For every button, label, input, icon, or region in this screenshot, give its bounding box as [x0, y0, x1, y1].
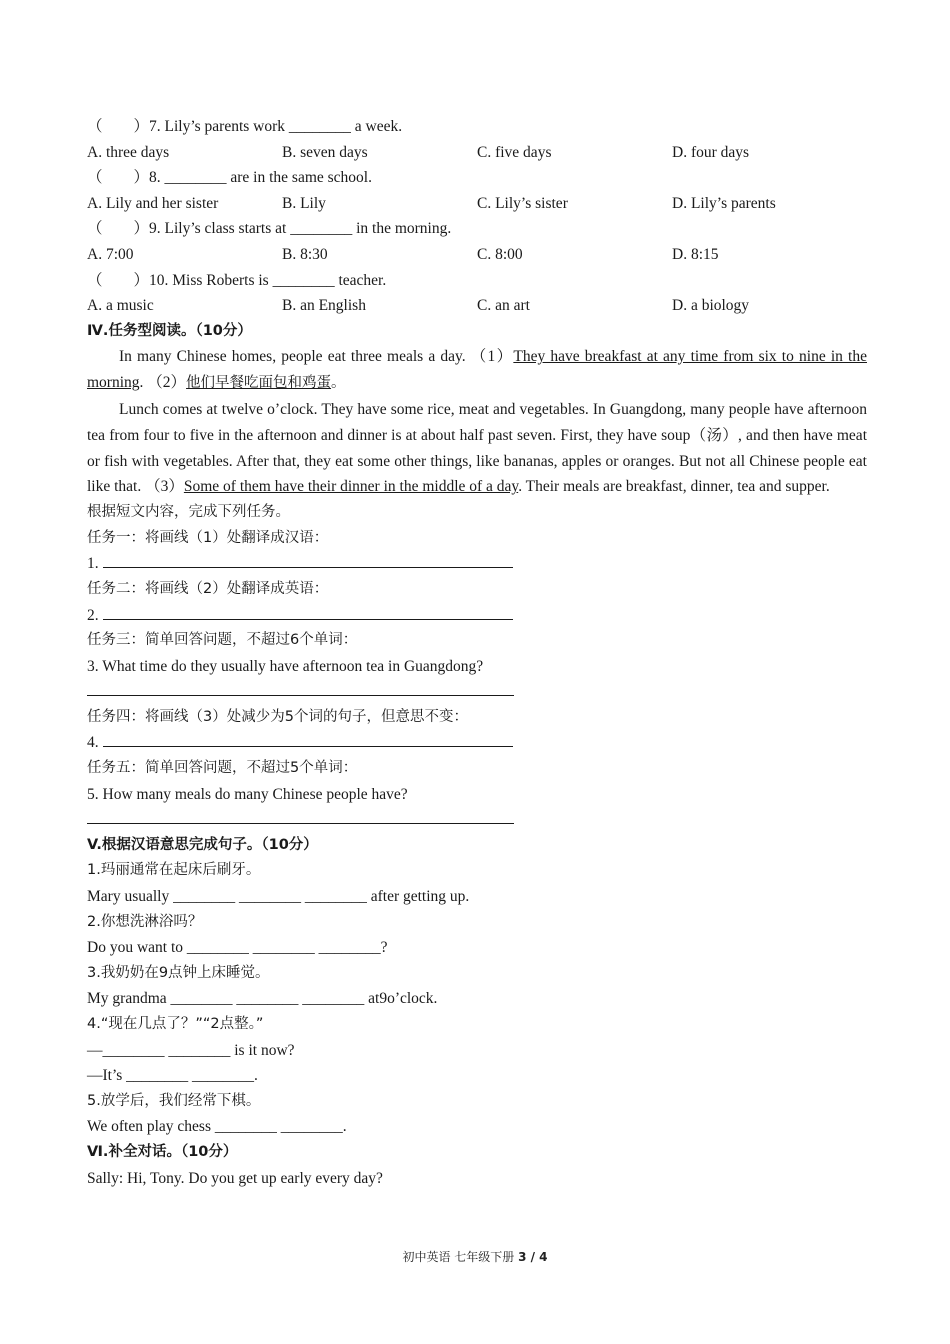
- option-a: A. a music: [87, 297, 154, 315]
- answer-2: [87, 603, 867, 629]
- question-stem: （ ）8. ________ are in the same school.: [87, 169, 372, 187]
- question-stem: （ ）10. Miss Roberts is ________ teacher.: [87, 271, 387, 289]
- underlined-sentence-2: 他们早餐吃面包和鸡蛋: [186, 375, 332, 392]
- question-options: [87, 140, 867, 166]
- section-6-heading: Ⅵ.补全对话。（10分）: [87, 1143, 238, 1160]
- answer-blank[interactable]: [103, 732, 513, 747]
- page-number: 3 / 4: [518, 1250, 548, 1264]
- question-options: [87, 293, 867, 319]
- question-stem: （ ）7. Lily’s parents work ________ a week.: [87, 118, 403, 135]
- text: In many Chinese homes, people eat three meals a day. （1）: [119, 348, 514, 366]
- task-3-label: 任务三：简单回答问题，不超过6个单词：: [87, 632, 358, 649]
- reading-paragraph-1: [87, 344, 867, 397]
- answer-4: [87, 730, 867, 756]
- task-1-label: 任务一：将画线（1）处翻译成汉语：: [87, 529, 329, 546]
- sentence-cn: 5.放学后，我们经常下棋。: [87, 1092, 261, 1109]
- underlined-sentence-1: They have breakfast at any time from six to nine in the morning: [87, 348, 867, 392]
- task-instruction: 根据短文内容，完成下列任务。: [87, 504, 290, 521]
- answer-blank[interactable]: [87, 681, 514, 696]
- answer-1: [87, 551, 867, 577]
- sentence-en: —________ ________ is it now?: [87, 1041, 295, 1059]
- option-a: A. 7:00: [87, 245, 134, 263]
- answer-blank[interactable]: [87, 809, 514, 824]
- question-3: 3. What time do they usually have afternoon tea in Guangdong?: [87, 657, 484, 675]
- sentence-cn: 4.“现在几点了？”“2点整。”: [87, 1016, 264, 1032]
- question-options: [87, 242, 867, 268]
- answer-number: 1.: [87, 555, 99, 573]
- answer-number: 4.: [87, 734, 99, 752]
- option-c: C. five days: [477, 143, 552, 161]
- option-a: A. three days: [87, 143, 170, 161]
- answer-number: 2.: [87, 606, 99, 624]
- answer-5: [87, 807, 867, 833]
- option-b: B. seven days: [282, 143, 368, 161]
- section-4-heading: Ⅳ.任务型阅读。（10分）: [87, 322, 252, 339]
- text: . （2）: [139, 374, 187, 392]
- option-d: D. four days: [672, 143, 750, 161]
- question-8: [87, 165, 867, 216]
- option-d: D. a biology: [672, 297, 750, 315]
- question-options: [87, 191, 867, 217]
- answer-3: [87, 679, 867, 705]
- sentence-cn: 2.你想洗淋浴吗？: [87, 913, 203, 930]
- question-10: [87, 268, 867, 319]
- question-stem: （ ）9. Lily’s class starts at ________ in the morning.: [87, 220, 452, 238]
- sentence-en: My grandma ________ ________ ________ at9o’clock.: [87, 990, 438, 1008]
- question-9: [87, 216, 867, 267]
- option-a: A. Lily and her sister: [87, 194, 219, 212]
- question-5: 5. How many meals do many Chinese people have?: [87, 785, 408, 803]
- option-d: D. Lily’s parents: [672, 194, 776, 212]
- option-b: B. 8:30: [282, 245, 328, 263]
- reading-paragraph-2: [87, 397, 867, 500]
- text: 。: [331, 375, 346, 392]
- option-c: C. Lily’s sister: [477, 194, 568, 212]
- option-c: C. 8:00: [477, 245, 523, 263]
- document-page: [87, 114, 867, 1191]
- option-b: B. Lily: [282, 194, 326, 212]
- dialogue-line: Sally: Hi, Tony. Do you get up early every day?: [87, 1169, 383, 1187]
- sentence-en: Mary usually ________ ________ ________ after getting up.: [87, 888, 470, 906]
- option-c: C. an art: [477, 297, 530, 315]
- option-d: D. 8:15: [672, 245, 719, 263]
- text: Lunch comes at twelve o’clock. They have some rice, meat and vegetables. In Guangdong, many people have afternoon tea from four to five in the afternoon and dinner is at about half past seven. First, they have soup（汤）, and then have meat or fish with vegetables. After that, they eat some other things, like bananas, apples or oranges. But not all Chinese people eat like that. （3）: [87, 400, 867, 496]
- sentence-en: —It’s ________ ________.: [87, 1067, 258, 1085]
- sentence-cn: 1.玛丽通常在起床后刷牙。: [87, 862, 261, 879]
- text: . Their meals are breakfast, dinner, tea and supper.: [518, 478, 830, 496]
- option-b: B. an English: [282, 297, 366, 315]
- sentence-cn: 3.我奶奶在9点钟上床睡觉。: [87, 964, 270, 981]
- sentence-en: Do you want to ________ ________ ________?: [87, 939, 388, 957]
- section-5-heading: V.根据汉语意思完成句子。（10分）: [87, 836, 318, 853]
- answer-blank[interactable]: [103, 605, 513, 620]
- answer-blank[interactable]: [103, 553, 513, 568]
- task-4-label: 任务四：将画线（3）处减少为5个词的句子，但意思不变：: [87, 708, 468, 725]
- task-2-label: 任务二：将画线（2）处翻译成英语：: [87, 580, 329, 597]
- underlined-sentence-3: Some of them have their dinner in the middle of a day: [183, 478, 519, 496]
- sentence-en: We often play chess ________ ________.: [87, 1118, 347, 1136]
- page-footer: [0, 1248, 950, 1265]
- question-7: [87, 114, 867, 165]
- footer-text: 初中英语 七年级下册: [402, 1250, 519, 1264]
- task-5-label: 任务五：简单回答问题，不超过5个单词：: [87, 760, 358, 777]
